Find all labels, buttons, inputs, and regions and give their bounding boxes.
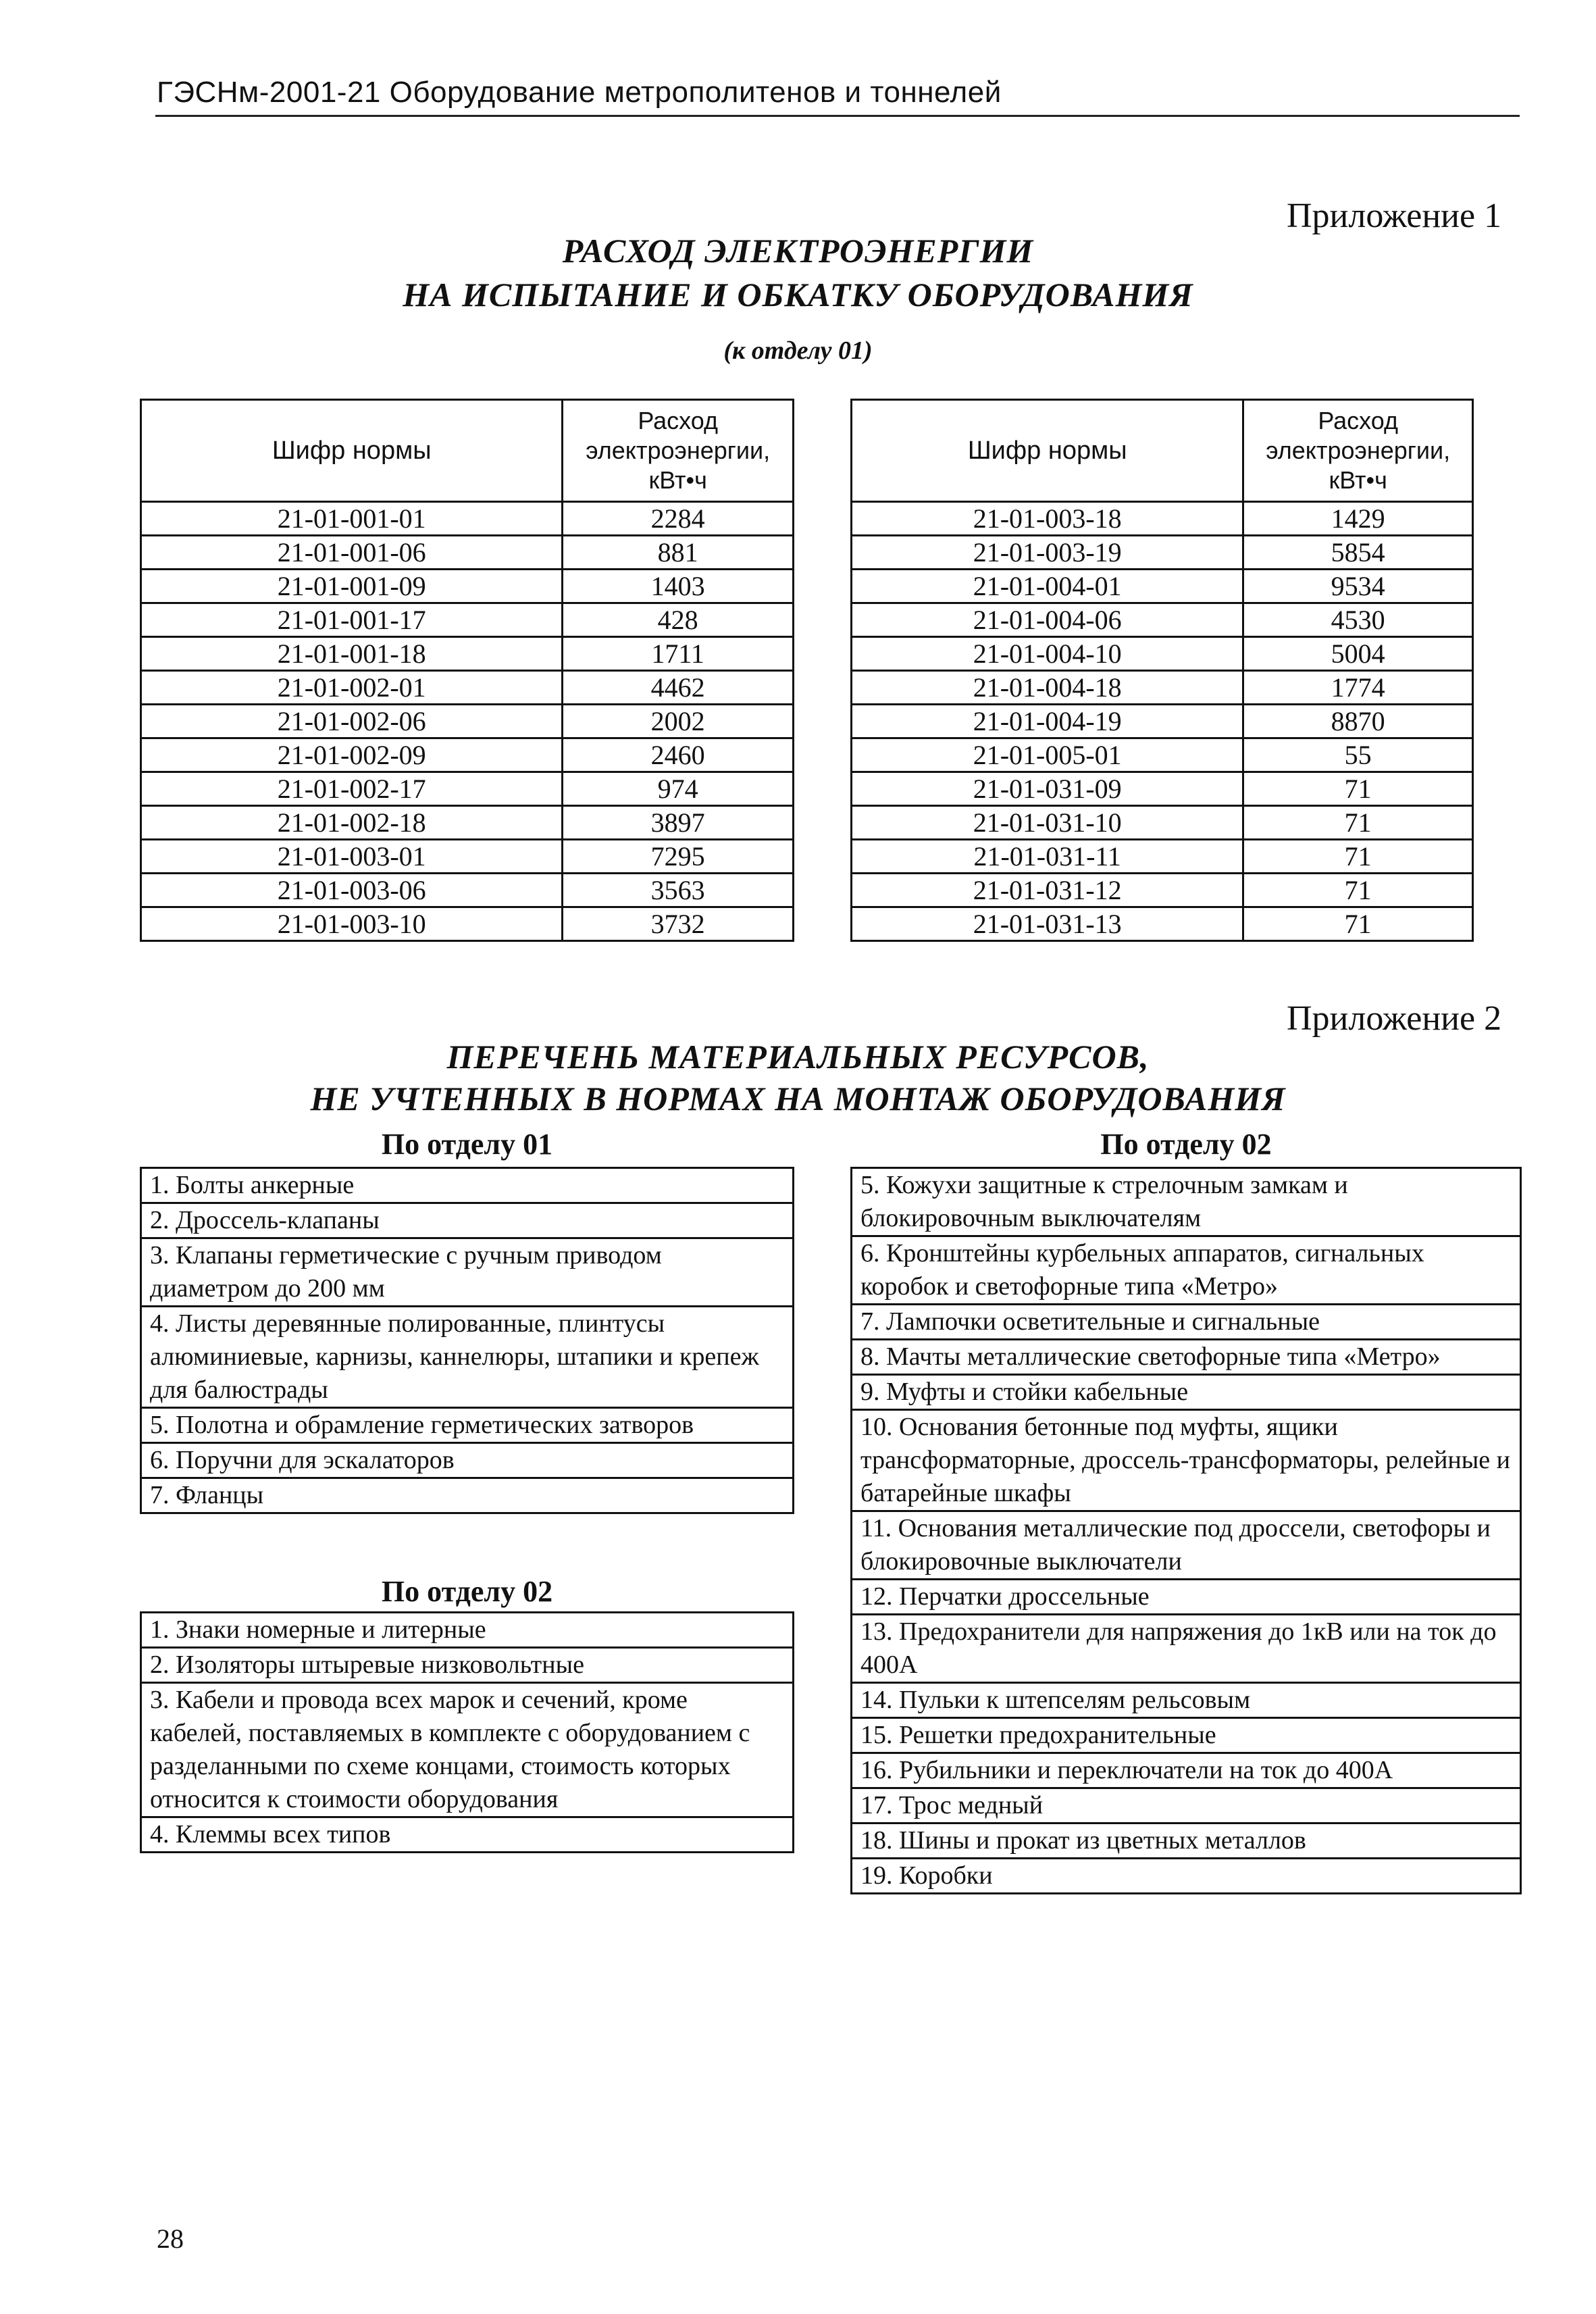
material-item-text: 7. Лампочки осветительные и сигнальные xyxy=(852,1305,1521,1340)
appendix-2-title-line1: ПЕРЕЧЕНЬ МАТЕРИАЛЬНЫХ РЕСУРСОВ, xyxy=(446,1038,1150,1076)
materials-list-section-02-left xyxy=(140,1611,794,1853)
consumption-value-cell: 4462 xyxy=(563,671,794,705)
norm-code-cell: 21-01-003-10 xyxy=(141,907,563,941)
material-item-text: 9. Муфты и стойки кабельные xyxy=(852,1375,1521,1410)
material-item-text: 2. Изоляторы штыревые низковольтные xyxy=(141,1648,794,1683)
list-item xyxy=(852,1236,1521,1305)
consumption-value-cell: 2460 xyxy=(563,738,794,772)
consumption-value-cell: 881 xyxy=(563,536,794,570)
running-header: ГЭСНм-2001-21 Оборудование метрополитенов и тоннелей xyxy=(157,76,1002,109)
material-item-text: 4. Клеммы всех типов xyxy=(141,1817,794,1853)
norm-code-cell: 21-01-004-10 xyxy=(852,637,1243,671)
consumption-value-cell: 428 xyxy=(563,603,794,637)
consumption-value-cell: 974 xyxy=(563,772,794,806)
table-row xyxy=(852,671,1473,705)
table-row xyxy=(141,806,794,840)
norm-code-cell: 21-01-001-17 xyxy=(141,603,563,637)
list-item xyxy=(141,1408,794,1443)
norm-code-cell: 21-01-005-01 xyxy=(852,738,1243,772)
list-item xyxy=(141,1203,794,1238)
list-item xyxy=(852,1788,1521,1823)
consumption-value-cell: 71 xyxy=(1243,907,1473,941)
table-row xyxy=(141,874,794,907)
materials-list-section-01 xyxy=(140,1167,794,1514)
consumption-value-cell: 1711 xyxy=(563,637,794,671)
consumption-value-cell: 9534 xyxy=(1243,570,1473,603)
norm-code-cell: 21-01-001-18 xyxy=(141,637,563,671)
consumption-value-cell: 71 xyxy=(1243,840,1473,874)
appendix-2-title-line2: НЕ УЧТЕННЫХ В НОРМАХ НА МОНТАЖ ОБОРУДОВАНИЯ xyxy=(310,1080,1286,1117)
consumption-value-cell: 4530 xyxy=(1243,603,1473,637)
consumption-value-cell: 7295 xyxy=(563,840,794,874)
norm-code-cell: 21-01-031-12 xyxy=(852,874,1243,907)
table-row xyxy=(852,705,1473,738)
table-row xyxy=(141,671,794,705)
norm-code-cell: 21-01-002-17 xyxy=(141,772,563,806)
list-item xyxy=(141,1307,794,1408)
table-row xyxy=(141,536,794,570)
table-row xyxy=(852,874,1473,907)
table-row xyxy=(852,907,1473,941)
appendix-1-title-line2: НА ИСПЫТАНИЕ И ОБКАТКУ ОБОРУДОВАНИЯ xyxy=(403,276,1193,313)
page-number: 28 xyxy=(157,2223,184,2254)
table-row xyxy=(141,570,794,603)
table-row xyxy=(852,772,1473,806)
consumption-value-cell: 3732 xyxy=(563,907,794,941)
list-item xyxy=(852,1683,1521,1718)
list-item xyxy=(852,1168,1521,1236)
norm-code-cell: 21-01-002-18 xyxy=(141,806,563,840)
norm-code-cell: 21-01-002-06 xyxy=(141,705,563,738)
list-item xyxy=(852,1859,1521,1894)
material-item-text: 16. Рубильники и переключатели на ток до 400А xyxy=(852,1753,1521,1788)
material-item-text: 19. Коробки xyxy=(852,1859,1521,1894)
norm-code-cell: 21-01-002-09 xyxy=(141,738,563,772)
consumption-value-cell: 71 xyxy=(1243,874,1473,907)
material-item-text: 14. Пульки к штепселям рельсовым xyxy=(852,1683,1521,1718)
material-item-text: 5. Кожухи защитные к стрелочным замкам и блокировочным выключателям xyxy=(852,1168,1521,1236)
list-item xyxy=(852,1340,1521,1375)
materials-list-section-02-right xyxy=(850,1167,1522,1894)
list-item xyxy=(141,1683,794,1817)
list-item xyxy=(141,1648,794,1683)
material-item-text: 2. Дроссель-клапаны xyxy=(141,1203,794,1238)
table-row xyxy=(141,738,794,772)
consumption-value-cell: 2002 xyxy=(563,705,794,738)
appendix-1-title-line1: РАСХОД ЭЛЕКТРОЭНЕРГИИ xyxy=(562,232,1034,270)
table-row xyxy=(852,570,1473,603)
section-heading-01: По отделу 01 xyxy=(381,1128,553,1161)
consumption-value-cell: 3897 xyxy=(563,806,794,840)
table-row xyxy=(852,637,1473,671)
consumption-value-cell: 3563 xyxy=(563,874,794,907)
norm-code-cell: 21-01-031-11 xyxy=(852,840,1243,874)
column-header-code: Шифр нормы xyxy=(852,400,1243,502)
list-item xyxy=(852,1375,1521,1410)
norm-code-cell: 21-01-031-10 xyxy=(852,806,1243,840)
material-item-text: 1. Знаки номерные и литерные xyxy=(141,1613,794,1648)
consumption-value-cell: 1429 xyxy=(1243,502,1473,536)
list-item xyxy=(852,1615,1521,1683)
column-header-consumption: Расход электроэнергии, кВт•ч xyxy=(563,400,794,502)
material-item-text: 8. Мачты металлические светофорные типа «Метро» xyxy=(852,1340,1521,1375)
table-row xyxy=(852,738,1473,772)
table-row xyxy=(852,840,1473,874)
table-row xyxy=(141,772,794,806)
material-item-text: 12. Перчатки дроссельные xyxy=(852,1580,1521,1615)
material-item-text: 10. Основания бетонные под муфты, ящики трансформаторные, дроссель-трансформаторы, релейные и батарейные шкафы xyxy=(852,1410,1521,1511)
norm-code-cell: 21-01-031-09 xyxy=(852,772,1243,806)
list-item xyxy=(852,1305,1521,1340)
table-row xyxy=(852,806,1473,840)
consumption-table-left xyxy=(140,399,794,942)
table-row xyxy=(141,637,794,671)
consumption-value-cell: 5854 xyxy=(1243,536,1473,570)
consumption-value-cell: 1774 xyxy=(1243,671,1473,705)
material-item-text: 3. Клапаны герметические с ручным приводом диаметром до 200 мм xyxy=(141,1238,794,1307)
consumption-value-cell: 2284 xyxy=(563,502,794,536)
material-item-text: 17. Трос медный xyxy=(852,1788,1521,1823)
appendix-1-subtitle: (к отделу 01) xyxy=(723,336,873,365)
material-item-text: 1. Болты анкерные xyxy=(141,1168,794,1203)
list-item xyxy=(141,1238,794,1307)
column-header-code: Шифр нормы xyxy=(141,400,563,502)
header-rule xyxy=(155,115,1520,117)
list-item xyxy=(141,1478,794,1513)
material-item-text: 6. Кронштейны курбельных аппаратов, сигнальных коробок и светофорные типа «Метро» xyxy=(852,1236,1521,1305)
appendix-2-label: Приложение 2 xyxy=(1287,999,1502,1038)
section-heading-02-right: По отделу 02 xyxy=(1100,1128,1272,1161)
norm-code-cell: 21-01-001-09 xyxy=(141,570,563,603)
list-item xyxy=(141,1443,794,1478)
consumption-value-cell: 71 xyxy=(1243,806,1473,840)
norm-code-cell: 21-01-003-19 xyxy=(852,536,1243,570)
norm-code-cell: 21-01-031-13 xyxy=(852,907,1243,941)
consumption-value-cell: 5004 xyxy=(1243,637,1473,671)
consumption-value-cell: 8870 xyxy=(1243,705,1473,738)
consumption-table-right xyxy=(850,399,1474,942)
consumption-value-cell: 1403 xyxy=(563,570,794,603)
material-item-text: 15. Решетки предохранительные xyxy=(852,1718,1521,1753)
material-item-text: 11. Основания металлические под дроссели, светофоры и блокировочные выключатели xyxy=(852,1511,1521,1580)
norm-code-cell: 21-01-004-01 xyxy=(852,570,1243,603)
column-header-consumption: Расход электроэнергии, кВт•ч xyxy=(1243,400,1473,502)
material-item-text: 5. Полотна и обрамление герметических затворов xyxy=(141,1408,794,1443)
material-item-text: 13. Предохранители для напряжения до 1кВ или на ток до 400А xyxy=(852,1615,1521,1683)
table-row xyxy=(141,502,794,536)
material-item-text: 3. Кабели и провода всех марок и сечений, кроме кабелей, поставляемых в комплекте с оборудованием с разделанными по схеме концами, стоимость которых относится к стоимости оборудования xyxy=(141,1683,794,1817)
list-item xyxy=(852,1511,1521,1580)
section-heading-02-left: По отделу 02 xyxy=(381,1575,553,1608)
table-row xyxy=(852,603,1473,637)
consumption-value-cell: 55 xyxy=(1243,738,1473,772)
list-item xyxy=(852,1753,1521,1788)
table-row xyxy=(852,502,1473,536)
table-row xyxy=(852,536,1473,570)
list-item xyxy=(141,1168,794,1203)
norm-code-cell: 21-01-002-01 xyxy=(141,671,563,705)
list-item xyxy=(852,1410,1521,1511)
material-item-text: 6. Поручни для эскалаторов xyxy=(141,1443,794,1478)
norm-code-cell: 21-01-003-18 xyxy=(852,502,1243,536)
norm-code-cell: 21-01-004-18 xyxy=(852,671,1243,705)
material-item-text: 7. Фланцы xyxy=(141,1478,794,1513)
norm-code-cell: 21-01-004-19 xyxy=(852,705,1243,738)
norm-code-cell: 21-01-001-01 xyxy=(141,502,563,536)
list-item xyxy=(141,1613,794,1648)
list-item xyxy=(852,1580,1521,1615)
list-item xyxy=(852,1718,1521,1753)
appendix-1-label: Приложение 1 xyxy=(1287,197,1502,235)
norm-code-cell: 21-01-003-01 xyxy=(141,840,563,874)
list-item xyxy=(852,1823,1521,1859)
consumption-value-cell: 71 xyxy=(1243,772,1473,806)
norm-code-cell: 21-01-001-06 xyxy=(141,536,563,570)
norm-code-cell: 21-01-003-06 xyxy=(141,874,563,907)
table-row xyxy=(141,705,794,738)
table-row xyxy=(141,907,794,941)
norm-code-cell: 21-01-004-06 xyxy=(852,603,1243,637)
material-item-text: 18. Шины и прокат из цветных металлов xyxy=(852,1823,1521,1859)
table-row xyxy=(141,840,794,874)
list-item xyxy=(141,1817,794,1853)
material-item-text: 4. Листы деревянные полированные, плинтусы алюминиевые, карнизы, каннелюры, штапики и крепеж для балюстрады xyxy=(141,1307,794,1408)
table-row xyxy=(141,603,794,637)
